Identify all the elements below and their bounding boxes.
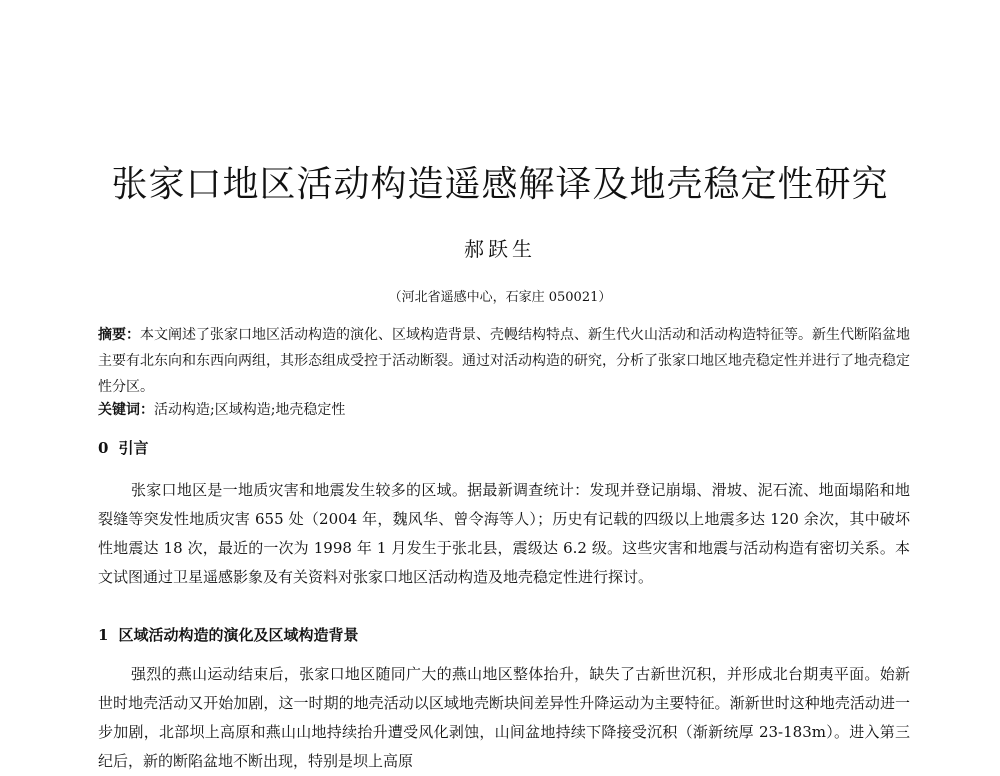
tectonic-evolution-paragraph: 强烈的燕山运动结束后，张家口地区随同广大的燕山地区整体抬升，缺失了古新世沉积，并形成北台期夷平面。始新世时地壳活动又开始加剧，这一时期的地壳活动以区域地壳断块间差异性升降运动为主要特征。渐新世时这种地壳活动进一步加剧，北部坝上高原和燕山山地持续抬升遭受风化剥蚀，山间盆地持续下降接受沉积（渐新统厚 23-183m）。进入第三纪后，新的断陷盆地不断出现，特别是坝上高原 [98,665,910,770]
abstract-text: 本文阐述了张家口地区活动构造的演化、区域构造背景、壳幔结构特点、新生代火山活动和活动构造特征等。新生代断陷盆地主要有北东向和东西向两组，其形态组成受控于活动断裂。通过对活动构造的研究，分析了张家口地区地壳稳定性并进行了地壳稳定性分区。 [98,327,910,395]
paper-title: 张家口地区活动构造遥感解译及地壳稳定性研究 [111,164,889,205]
author-name: 郝跃生 [464,237,536,261]
section-title: 引言 [118,439,149,457]
section-heading-tectonic-evolution [98,623,358,647]
section-heading-introduction [98,436,148,460]
keywords-block [98,399,910,421]
section-title: 区域活动构造的演化及区域构造背景 [118,626,359,644]
introduction-paragraph: 张家口地区是一地质灾害和地震发生较多的区域。据最新调查统计：发现并登记崩塌、滑坡、泥石流、地面塌陷和地裂缝等突发性地质灾害 655 处（2004 年，魏风华、曾令海等人）；历史有记载的四级以上地震多达 120 余次，其中破坏性地震达 18 次，最近的一次为 1998 年 1 月发生于张北县，震级达 6.2 级。这些灾害和地震与活动构造有密切关系。本文试图通过卫星遥感影象及有关资料对张家口地区活动构造及地壳稳定性进行探讨。 [98,481,910,586]
abstract-label: 摘要： [98,327,140,343]
author-affiliation: （河北省遥感中心，石家庄 050021） [388,290,612,305]
keywords-text: 活动构造;区域构造;地壳稳定性 [154,402,346,418]
section-number: 1 [98,626,109,644]
abstract-block [98,322,910,400]
keywords-label: 关键词： [98,402,154,418]
section-number: 0 [98,439,109,457]
